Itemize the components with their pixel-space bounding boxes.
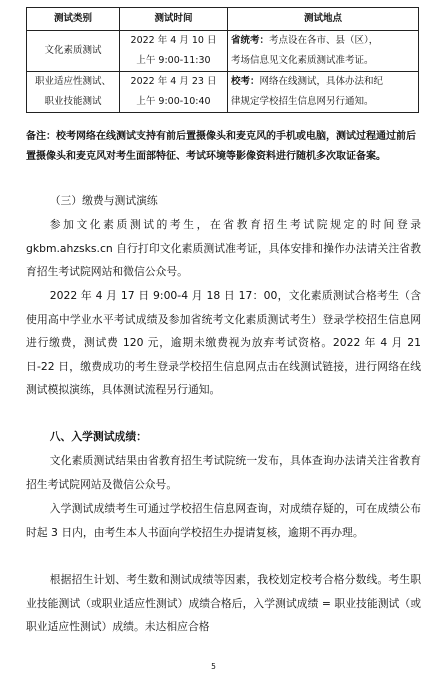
category-line-1: 职业适应性测试、: [34, 76, 111, 87]
location-label: 省统考：: [231, 35, 270, 46]
row-time: [120, 72, 228, 113]
paragraph-admission-ticket: 参加文化素质测试的考生，在省教育招生考试院规定的时间登录 gkbm.ahzsks.cn 自行打印文化素质测试准考证，具体安排和操作办法请关注省教育招生考试院网站和微信公众号。: [26, 218, 421, 278]
paragraph-passing-line: 根据招生计划、考生数和测试成绩等因素，我校划定校考合格分数线。考生职业技能测试（或职业适应性测试）成绩合格后，入学测试成绩 = 职业技能测试（或职业适应性测试）成绩。未达相应合格: [26, 573, 421, 633]
row-category: [27, 31, 120, 72]
location-line-1: 考点设在各市、县（区），: [269, 35, 379, 46]
row-location: [228, 72, 419, 113]
header-time: 测试时间: [120, 8, 228, 31]
category-line-2: 职业技能测试: [44, 96, 102, 107]
table-note: 备注：校考网络在线测试支持有前后置摄像头和麦克风的手机或电脑，测试过程通过前后置摄像头和麦克风对考生面部特征、考试环境等影像资料进行随机多次取证备案。: [26, 131, 416, 162]
table-header-row: [27, 8, 419, 31]
category-text: 文化素质测试: [44, 45, 102, 56]
paragraph-payment: 2022 年 4 月 17 日 9:00-4 月 18 日 17：00，文化素质测试合格考生（含使用高中学业水平考试成绩及参加省统考文化素质测试考生）登录学校招生信息网进行缴费，测试费 120 元，逾期未缴费视为放弃考试资格。2022 年 4 月 21 日-22 日，缴费成功的考生登录学校招生信息网点击在线测试链接，进行网络在线测试模拟演练，具体测试流程另行通知。: [26, 289, 421, 396]
paragraph-score-review: 入学测试成绩考生可通过学校招生信息网查询，对成绩存疑的，可在成绩公布时起 3 日内，由考生本人书面向学校招生办提请复核，逾期不再办理。: [26, 502, 421, 539]
location-line-2: 考场信息见文化素质测试准考证。: [231, 55, 374, 66]
page-number: 5: [211, 662, 216, 671]
schedule-table: [26, 7, 419, 113]
table-row: [27, 31, 419, 72]
row-time: [120, 31, 228, 72]
header-location: 测试地点: [228, 8, 419, 31]
section-heading-fees: （三）缴费与测试演练: [49, 194, 158, 207]
header-category: 测试类别: [27, 8, 120, 31]
time-text: 上午 9:00-11:30: [136, 55, 211, 66]
location-label: 校考：: [231, 76, 260, 87]
paragraph-score-release: 文化素质测试结果由省教育招生考试院统一发布，具体查询办法请关注省教育招生考试院网站及微信公众号。: [26, 454, 421, 491]
location-line-2: 律规定学校招生信息网另行通知。: [231, 96, 374, 107]
row-category: [27, 72, 120, 113]
time-text: 上午 9:00-10:40: [136, 96, 211, 107]
section-heading-scores: 八、入学测试成绩：: [49, 430, 147, 443]
table-row: [27, 72, 419, 113]
date-text: 2022 年 4 月 23 日: [130, 76, 217, 87]
row-location: [228, 31, 419, 72]
location-line-1: 网络在线测试，具体办法和纪: [259, 76, 384, 87]
date-text: 2022 年 4 月 10 日: [130, 35, 217, 46]
